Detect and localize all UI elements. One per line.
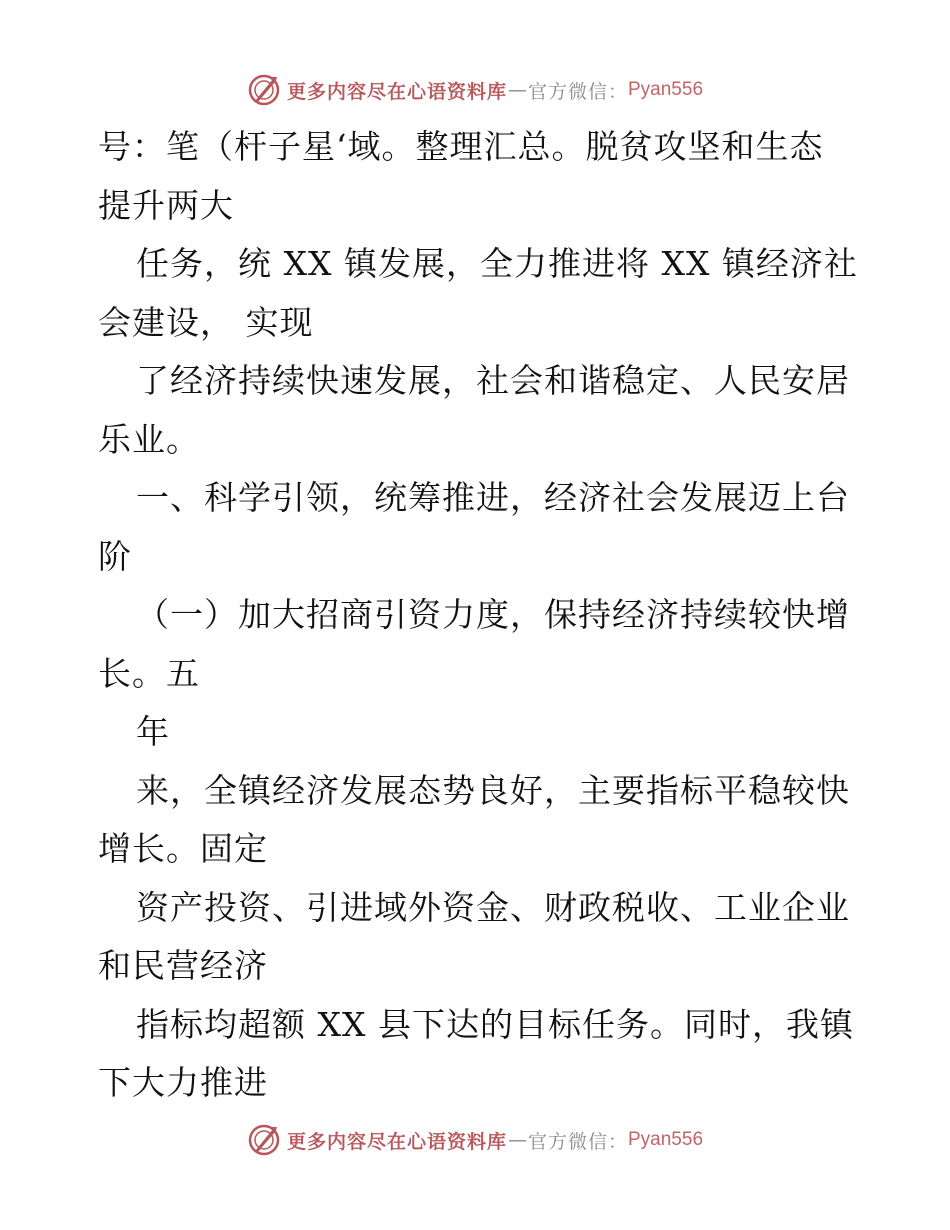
body-line: （一）加大招商引资力度，保持经济持续较快增 [136,595,850,634]
banner-title: 更多内容尽在心语资料库 [286,80,507,103]
body-line: 增长。固定 [98,829,268,868]
banner-dash: — [507,79,527,101]
banner-wechat-label: 官方微信： [527,1130,628,1153]
document-body [98,118,858,1113]
body-line: 年 [136,712,170,751]
body-line: 来，全镇经济发展态势良好，主要指标平稳较快 [136,770,850,810]
body-line: 了经济持续快速发展，社会和谐稳定、人民安居 [136,361,850,400]
banner-wechat-label: 官方微信： [527,80,628,103]
quill-logo-icon [247,73,281,107]
body-line: 号：笔（杆子星‘域。整理汇总。脱贫攻坚和生态 [98,127,824,166]
body-line: 指标均超额 XX 县下达的目标任务。同时，我镇 [136,1004,854,1044]
banner-wechat-id: Pyan556 [628,1129,704,1150]
body-line: 会建设， 实现 [98,302,314,342]
body-line: 资产投资、引进域外资金、财政税收、工业企业 [136,887,850,927]
body-line: 下大力推进 [98,1063,268,1102]
body-line: 任务，统 XX 镇发展，全力推进将 XX 镇经济社 [136,244,858,283]
body-line: 阶 [98,536,132,576]
footer-banner [0,1120,950,1160]
quill-logo-icon [247,1123,281,1157]
banner-wechat-id: Pyan556 [628,79,704,100]
body-line: 一、科学引领，统筹推进，经济社会发展迈上台 [136,478,850,517]
body-line: 提升两大 [98,185,234,225]
body-line: 和民营经济 [98,946,268,985]
body-line: 长。五 [98,653,200,693]
banner-title: 更多内容尽在心语资料库 [286,1130,507,1153]
header-banner [0,70,950,110]
body-line: 乐业。 [98,419,200,459]
banner-dash: — [507,1129,527,1151]
